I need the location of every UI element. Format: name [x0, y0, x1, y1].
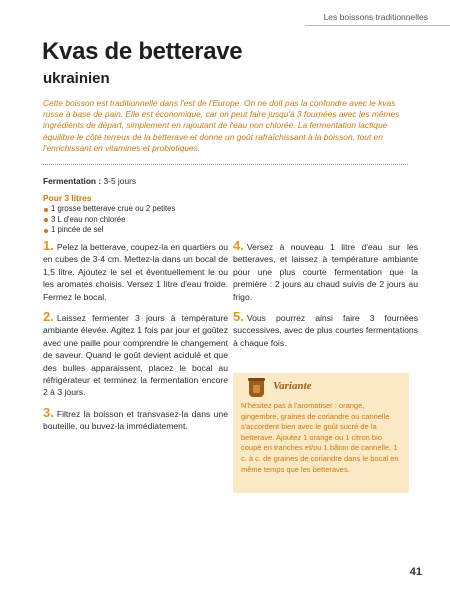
ingredient-item: 1 grosse betterave crue ou 2 petites: [43, 204, 175, 215]
variante-box: [233, 373, 409, 493]
step-number: 2.: [43, 309, 54, 325]
dotted-divider: [43, 164, 408, 165]
step-2: [43, 311, 228, 399]
fermentation-line: [43, 176, 136, 186]
step-text: Laissez fermenter 3 jours à température ambiante élevée. Agitez 1 fois par jour et goûtez avec une paille pour comprendre le changement de saveur. Quand le goût devient acidulé et que des bulles apparaissent, placez le bocal au réfrigérateur et terminez la fermentation encore 2 à 3 jours.: [43, 313, 228, 398]
ingredients-list: [43, 204, 175, 236]
recipe-subtitle: ukrainien: [43, 70, 110, 87]
steps-column-left: [43, 240, 228, 441]
step-3: [43, 404, 228, 433]
recipe-title: Kvas de betterave: [42, 38, 243, 65]
step-number: 3.: [43, 404, 54, 420]
recipe-intro: Cette boisson est traditionnelle dans l'est de l'Europe. On ne doit pas la confondre avec le kvas russe à base de pain. Elle est économique, car on peut faire jusqu'à 3 fournées avec les mêmes ingrédients de départ, simplement en rajoutant de l'eau non chlorée. La fermentation lactique équilibre le côté terreux de la betterave et donne un goût rafraîchissant à la boisson, tout en l'enrichissant en vitamines et probiotiques.: [43, 98, 400, 153]
step-number: 4.: [233, 238, 244, 253]
fermentation-label: Fermentation :: [43, 176, 102, 186]
step-4: [233, 240, 418, 303]
step-text: Vous pourrez ainsi faire 3 fournées successives, avec de plus courtes fermentations à chaque fois.: [233, 313, 418, 348]
step-number: 5.: [233, 309, 244, 325]
page-number: 41: [409, 566, 422, 578]
jar-icon: [249, 380, 264, 397]
step-number: 1.: [43, 238, 54, 253]
variante-text: N'hésitez pas à l'aromatiser : orange, gingembre, graines de coriandre ou cannelle s'accordent bien avec le goût sucré de la betterave. Ajoutez 1 orange ou 1 citron bio coupé en tranches et/ou 1 bâton de cannelle, 1 c. à c. de graines de coriandre dans le bocal en même temps que les betteraves.: [241, 401, 399, 474]
fermentation-value: 3-5 jours: [101, 176, 137, 186]
header-rule: [305, 25, 450, 26]
ingredient-item: 3 L d'eau non chlorée: [43, 215, 175, 226]
step-text: Pelez la betterave, coupez-la en quartiers ou en cubes de 3-4 cm. Mettez-la dans un bocal de 1,5 litre. Ajoutez le sel et éventuellement le ou les aromates choisis. Versez 1 litre d'eau froide. Fermez le bocal.: [43, 242, 228, 302]
steps-column-right: [233, 240, 418, 357]
variante-title: Variante: [273, 380, 312, 392]
step-text: Versez à nouveau 1 litre d'eau sur les betteraves, et laissez à température ambiante pour une plus courte fermentation que la première : 2 jours au chaud suivis de 2 jours au frigo.: [233, 242, 418, 302]
ingredient-item: 1 pincée de sel: [43, 225, 175, 236]
step-5: [233, 311, 418, 349]
step-1: [43, 240, 228, 303]
ingredients-title: Pour 3 litres: [43, 193, 92, 203]
step-text: Filtrez la boisson et transvasez-la dans une bouteille, ou buvez-la immédiatement.: [43, 408, 228, 432]
running-head: Les boissons traditionnelles: [323, 12, 428, 22]
